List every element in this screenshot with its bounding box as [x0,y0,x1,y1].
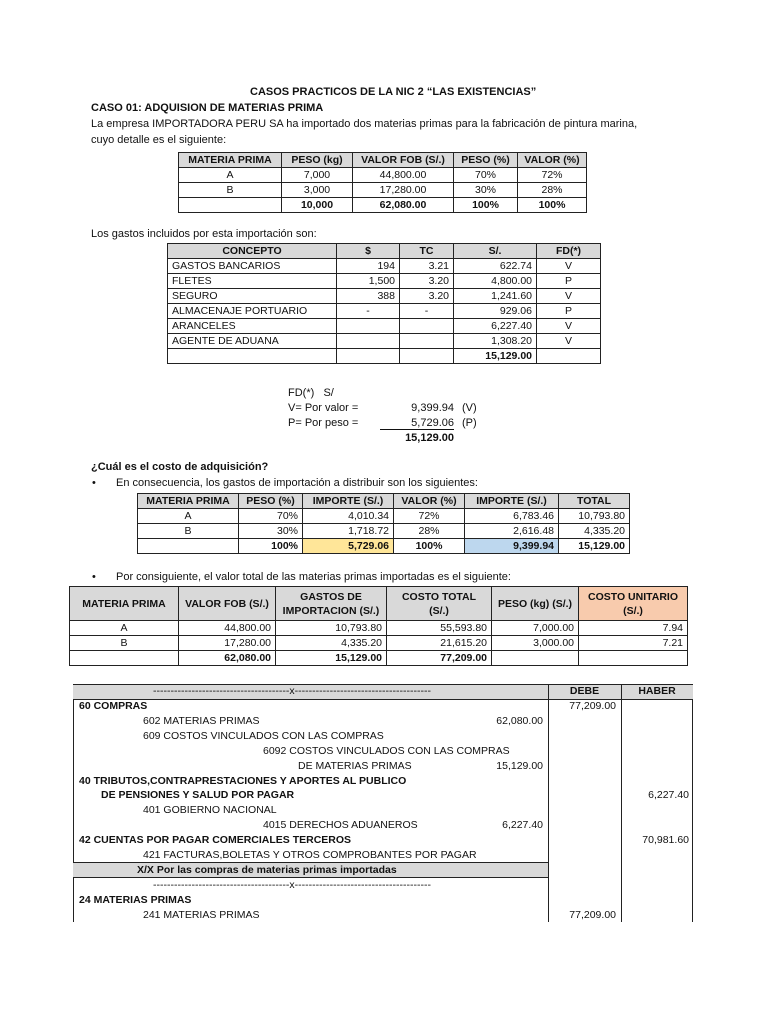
header-cell: PESO (kg) [282,153,353,168]
header-cell: $ [337,244,400,259]
header-cell: IMPORTE (S/.) [303,494,394,509]
cell: 4,335.20 [276,636,387,651]
cell: 62,080.00 [353,198,454,213]
bullet-2-text: Por consiguiente, el valor total de las materias primas importadas es el siguiente: [116,571,511,583]
header-cell: VALOR (%) [394,494,465,509]
cell: 55,593.80 [387,621,492,636]
cell [70,651,179,666]
cell: GASTOS BANCARIOS [168,259,337,274]
cell: 3,000.00 [492,636,579,651]
distribucion-table [137,493,630,554]
cell: 21,615.20 [387,636,492,651]
sub-amount: 6,227.40 [502,819,543,831]
cell: V [537,289,601,304]
question: ¿Cuál es el costo de adquisición? [91,461,269,473]
header-cell-costo-unitario [579,587,688,621]
cell: 7.94 [579,621,688,636]
cell [579,651,688,666]
cell: 72% [518,168,587,183]
account-609: 609 COSTOS VINCULADOS CON LAS COMPRAS [143,730,384,742]
cell: P [537,304,601,319]
table-total-row [70,651,688,666]
header-cell: VALOR (%) [518,153,587,168]
fd-v-value: 9,399.94 [411,402,454,414]
cell: - [337,304,400,319]
cell: 929.06 [454,304,537,319]
sub-amount: 15,129.00 [496,760,543,772]
cell: 3,000 [282,183,353,198]
table-row [168,304,601,319]
cell: 1,241.60 [454,289,537,304]
account-6092-cont: DE MATERIAS PRIMAS [298,760,412,772]
account-421: 421 FACTURAS,BOLETAS Y OTROS COMPROBANTES POR PAGAR [143,849,477,861]
cell: 4,800.00 [454,274,537,289]
header-cell: PESO (%) [454,153,518,168]
header-line: GASTOS DE [300,590,362,603]
debe-amount: 77,209.00 [569,700,616,712]
account-4015: 4015 DERECHOS ADUANEROS [263,819,418,831]
fd-header-currency: S/ [323,387,334,399]
sub-amount: 62,080.00 [496,715,543,727]
cell [492,651,579,666]
account-401: 401 GOBIERNO NACIONAL [143,804,277,816]
cell: 3.21 [400,259,454,274]
table-row [138,524,630,539]
cell: SEGURO [168,289,337,304]
cell: 10,000 [282,198,353,213]
cell: 100% [454,198,518,213]
cell: - [400,304,454,319]
fd-header [288,387,334,399]
table-total-row [168,349,601,364]
table-row [168,319,601,334]
table-row [70,621,688,636]
fd-header-label: FD(*) [288,387,315,399]
cell: FLETES [168,274,337,289]
cell [168,349,337,364]
cell-highlight-valor: 9,399.94 [465,539,559,554]
header-cell [276,587,387,621]
cell: 70% [454,168,518,183]
cell: ALMACENAJE PORTUARIO [168,304,337,319]
header-cell: S/. [454,244,537,259]
header-cell: CONCEPTO [168,244,337,259]
cell [138,539,239,554]
bullet-1-text: En consecuencia, los gastos de importación a distribuir son los siguientes: [116,477,478,489]
cell [337,349,400,364]
case-title: CASO 01: ADQUISION DE MATERIAS PRIMA [91,102,324,114]
table-total-row [179,198,587,213]
cell [400,349,454,364]
debe-column-divider [548,684,549,922]
materias-primas-table [178,152,587,213]
haber-header: HABER [638,685,676,697]
account-40: 40 TRIBUTOS,CONTRAPRESTACIONES Y APORTES AL PUBLICO [79,775,407,787]
cell: AGENTE DE ADUANA [168,334,337,349]
account-40-cont: DE PENSIONES Y SALUD POR PAGAR [101,789,295,801]
header-cell: MATERIA PRIMA [138,494,239,509]
header-cell: MATERIA PRIMA [70,587,179,621]
cell: 10,793.80 [559,509,630,524]
cell: 44,800.00 [179,621,276,636]
account-42: 42 CUENTAS POR PAGAR COMERCIALES TERCEROS [79,834,352,846]
header-line: COSTO TOTAL [401,590,477,603]
header-cell [387,587,492,621]
cell [337,319,400,334]
journal-entry [73,684,693,922]
cell: 30% [239,524,303,539]
cell: ARANCELES [168,319,337,334]
account-6092: 6092 COSTOS VINCULADOS CON LAS COMPRAS [263,745,510,757]
cell: B [179,183,282,198]
table-row [138,509,630,524]
header-line: (S/.) [623,604,643,617]
table-row [179,168,587,183]
cell: 17,280.00 [353,183,454,198]
cell: 2,616.48 [465,524,559,539]
cell: 4,010.34 [303,509,394,524]
header-line: IMPORTACION (S/.) [282,604,380,617]
table-row [168,289,601,304]
header-cell: TC [400,244,454,259]
fd-v-label: V= Por valor = [288,402,359,414]
debe-header: DEBE [569,685,600,697]
journal-gloss: X/X Por las compras de materias primas importadas [137,864,397,876]
costo-total-table [69,586,688,666]
header-cell: VALOR FOB (S/.) [353,153,454,168]
table-row [70,636,688,651]
cell: 100% [394,539,465,554]
fd-total: 15,129.00 [405,432,454,444]
table-total-row [138,539,630,554]
fd-p-code: (P) [462,417,477,429]
cell: 72% [394,509,465,524]
cell: 6,227.40 [454,319,537,334]
intro-line-1: La empresa IMPORTADORA PERU SA ha importado dos materias primas para la fabricación de pintura marina, [91,118,638,130]
header-cell: IMPORTE (S/.) [465,494,559,509]
bullet-icon: • [92,571,96,583]
cell: 3.20 [400,274,454,289]
gastos-intro: Los gastos incluidos por esta importación son: [91,228,317,240]
account-24: 24 MATERIAS PRIMAS [79,894,192,906]
cell: V [537,334,601,349]
cell: 15,129.00 [276,651,387,666]
header-cell: MATERIA PRIMA [179,153,282,168]
cell [400,319,454,334]
account-602: 602 MATERIAS PRIMAS [143,715,260,727]
table-row [179,183,587,198]
cell: A [70,621,179,636]
cell: 388 [337,289,400,304]
cell: 1,308.20 [454,334,537,349]
fd-p-value: 5,729.06 [380,417,454,430]
cell: 4,335.20 [559,524,630,539]
header-cell: VALOR FOB (S/.) [179,587,276,621]
cell: 194 [337,259,400,274]
cell [400,334,454,349]
gastos-table [167,243,601,364]
cell: 30% [454,183,518,198]
header-cell: TOTAL [559,494,630,509]
header-cell: PESO (%) [239,494,303,509]
cell: 7.21 [579,636,688,651]
table-row [168,259,601,274]
debe-amount: 77,209.00 [569,909,616,921]
cell: 1,500 [337,274,400,289]
cell: B [138,524,239,539]
fd-p-label: P= Por peso = [288,417,359,429]
cell [337,334,400,349]
cell: 70% [239,509,303,524]
cell: 3.20 [400,289,454,304]
cell-highlight-peso: 5,729.06 [303,539,394,554]
cell: V [537,259,601,274]
table-row [168,334,601,349]
intro-line-2: cuyo detalle es el siguiente: [91,134,227,146]
account-241: 241 MATERIAS PRIMAS [143,909,260,921]
cell: 10,793.80 [276,621,387,636]
account-60: 60 COMPRAS [79,700,148,712]
cell: 100% [518,198,587,213]
bullet-icon: • [92,477,96,489]
header-line: COSTO UNITARIO [587,590,679,603]
header-line: (S/.) [429,604,449,617]
cell: B [70,636,179,651]
fd-v-code: (V) [462,402,477,414]
cell: 44,800.00 [353,168,454,183]
cell: 77,209.00 [387,651,492,666]
cell: 7,000 [282,168,353,183]
cell: 6,783.46 [465,509,559,524]
cell: 7,000.00 [492,621,579,636]
cell: 15,129.00 [559,539,630,554]
cell: 17,280.00 [179,636,276,651]
journal-separator: ---------------------------------------x--------------------------------------- [153,685,431,697]
cell: 1,718.72 [303,524,394,539]
cell: 622.74 [454,259,537,274]
table-row [168,274,601,289]
cell: 62,080.00 [179,651,276,666]
cell: 28% [518,183,587,198]
cell: 15,129.00 [454,349,537,364]
haber-amount: 70,981.60 [642,834,689,846]
cell [179,198,282,213]
cell: 100% [239,539,303,554]
cell [537,349,601,364]
haber-column-divider [621,684,622,922]
haber-amount: 6,227.40 [648,789,689,801]
cell: A [138,509,239,524]
page-title: CASOS PRACTICOS DE LA NIC 2 “LAS EXISTENCIAS” [250,86,537,98]
cell: P [537,274,601,289]
header-cell: FD(*) [537,244,601,259]
cell: A [179,168,282,183]
cell: 28% [394,524,465,539]
cell: V [537,319,601,334]
journal-separator-2: ---------------------------------------x--------------------------------------- [153,879,431,891]
header-cell: PESO (kg) (S/.) [492,587,579,621]
